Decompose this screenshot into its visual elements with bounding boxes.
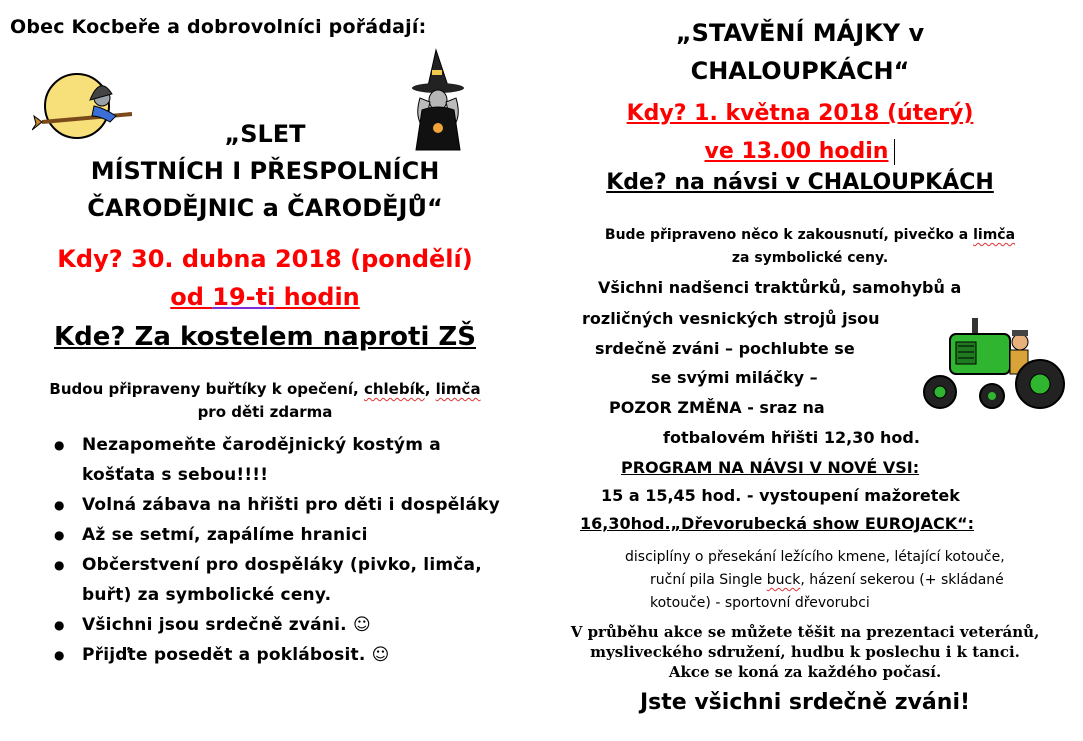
left-budou-chlebik: chlebík: [363, 380, 425, 398]
right-vet-3: Akce se koná za každého počasí.: [668, 663, 942, 681]
right-line-6: fotbalovém hřišti 12,30 hod.: [663, 428, 920, 447]
list-item: ● Nezapomeňte čarodějnický kostým a košťata s sebou!!!!: [52, 430, 512, 490]
text-cursor: [894, 139, 895, 165]
left-where: Kde? Za kostelem naproti ZŠ: [54, 322, 476, 352]
right-title-line: „STAVĚNÍ MÁJKY v: [675, 19, 925, 47]
list-item: ● Volná zábava na hřišti pro děti i dospěláky: [52, 490, 512, 520]
right-when: Kdy? 1. května 2018 (úterý): [626, 101, 974, 126]
tractor-icon: [920, 312, 1065, 420]
left-time-number: 19-ti: [212, 283, 276, 311]
left-when: Kdy? 30. dubna 2018 (pondělí): [57, 245, 473, 273]
left-bullet-list: [52, 430, 512, 670]
right-bude-text: [565, 224, 1055, 270]
list-item: ● Přijďte posedět a poklábosit. ☺: [52, 640, 512, 670]
left-budou-c: pro děti zdarma: [197, 403, 333, 421]
left-title: [20, 116, 510, 227]
right-bude-limca: limča: [973, 227, 1016, 243]
right-disciplines: [625, 546, 1045, 615]
right-when-block: [560, 95, 1040, 171]
right-disc-3: kotouče) - sportovní dřevorubci: [650, 595, 870, 611]
right-disc-1: disciplíny o přesekání ležícího kmene, létající kotouče,: [625, 549, 1005, 565]
left-title-line: ČARODĚJNIC a ČARODĚJŮ“: [87, 194, 443, 222]
left-time: [20, 283, 510, 311]
right-time: ve 13.00 hodin: [704, 139, 889, 164]
right-line-3: srdečně zváni – pochlubte se: [595, 339, 855, 358]
list-item: ● Až se setmí, zapálíme hranici: [52, 520, 512, 550]
left-title-line: „SLET: [224, 120, 306, 148]
left-title-line: MÍSTNÍCH I PŘESPOLNÍCH: [90, 157, 440, 185]
right-program-2: 16,30hod.„Dřevorubecká show EUROJACK“:: [580, 514, 975, 533]
right-bude-a: Bude připraveno něco k zakousnutí, pivečko a: [604, 227, 974, 243]
right-line-1: Všichni nadšenci traktůrků, samohybů a: [598, 278, 962, 297]
left-budou-text: [20, 378, 510, 424]
right-program-1: 15 a 15,45 hod. - vystoupení mažoretek: [601, 486, 960, 505]
right-where: Kde? na návsi v CHALOUPKÁCH: [606, 170, 994, 195]
right-line-2: rozličných vesnických strojů jsou: [582, 309, 880, 328]
right-closing: Jste všichni srdečně zváni!: [639, 690, 971, 715]
right-bude-b: za symbolické ceny.: [731, 250, 889, 266]
left-header: Obec Kocbeře a dobrovolníci pořádají:: [10, 16, 427, 38]
left-budou-a: Budou připraveny buřtíky k opečení,: [49, 380, 364, 398]
right-line-5: POZOR ZMĚNA - sraz na: [609, 398, 825, 417]
left-time-suffix: hodin: [275, 283, 360, 311]
left-budou-b: ,: [424, 380, 436, 398]
right-disc-2b: buck: [766, 572, 801, 588]
list-item: ● Občerstvení pro dospěláky (pivko, limča, buřt) za symbolické ceny.: [52, 550, 512, 610]
right-disc-2: [625, 569, 1045, 592]
list-item: ● Všichni jsou srdečně zváni. ☺: [52, 610, 512, 640]
right-line-4: se svými miláčky –: [651, 368, 818, 387]
right-program-heading: PROGRAM NA NÁVSI V NOVÉ VSI:: [621, 458, 920, 477]
right-vet-1: V průběhu akce se můžete těšit na prezentaci veteránů,: [570, 623, 1040, 641]
right-disc-2c: , házení sekerou (+ skládané: [800, 572, 1004, 588]
left-time-prefix: od: [170, 283, 213, 311]
right-title-line: CHALOUPKÁCH“: [690, 57, 910, 85]
left-budou-limca: limča: [435, 380, 481, 398]
right-title: [560, 14, 1040, 90]
right-vet-2: mysliveckého sdružení, hudbu k poslechu i k tanci.: [590, 643, 1020, 661]
right-veterani: [560, 622, 1050, 682]
right-disc-2a: ruční pila Single: [650, 572, 767, 588]
